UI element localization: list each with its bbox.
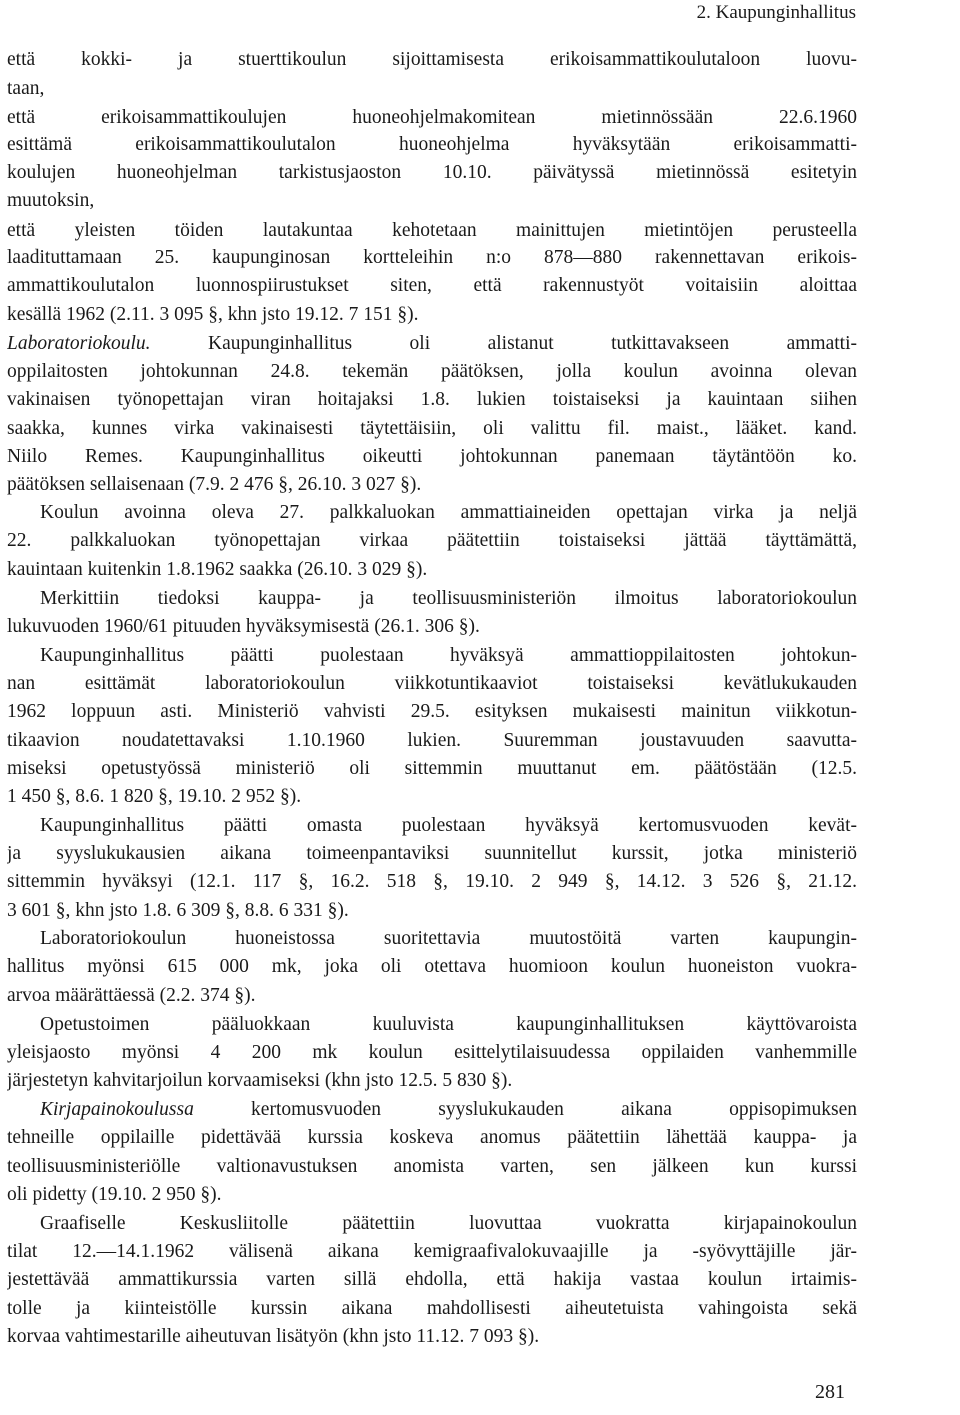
line-text: kesällä 1962 (2.11. 3 095 §, khn jsto 19.12. 7 151 §).	[7, 304, 419, 325]
text-line	[7, 1323, 857, 1351]
line-text: että yleisten töiden lautakuntaa kehotetaan mainittujen mietintöjen perusteella	[7, 220, 857, 241]
line-text: oppilaitosten johtokunnan 24.8. tekemän päätöksen, jolla koulun avoinna olevan	[7, 361, 857, 382]
text-line	[7, 1238, 857, 1266]
text-line	[7, 527, 857, 555]
text-line	[7, 415, 857, 443]
line-text: tolle ja kiinteistölle kurssin aikana mahdollisesti aiheutetuista vahingoista sekä	[7, 1298, 857, 1319]
line-text: korvaa vahtimestarille aiheutuvan lisätyön (khn jsto 11.12. 7 093 §).	[7, 1326, 540, 1347]
text-line	[7, 840, 857, 868]
text-line	[40, 1096, 857, 1124]
line-text: nan esittämät laboratoriokoulun viikkotuntikaaviot toistaiseksi kevätlukukauden	[7, 673, 857, 694]
text-line	[7, 217, 857, 245]
line-text: ja syyslukukausien aikana toimeenpantaviksi suunnitellut kurssit, jotka ministeriö	[7, 843, 857, 864]
line-text: Koulun avoinna oleva 27. palkkaluokan ammattiaineiden opettajan virka ja neljä	[40, 502, 857, 523]
text-line	[7, 471, 857, 499]
text-line	[7, 1039, 857, 1067]
text-line	[7, 670, 857, 698]
text-line	[7, 75, 857, 103]
line-text: Kaupunginhallitus päätti puolestaan hyväksyä ammattioppilaitosten johtokun-	[40, 645, 857, 666]
text-line	[7, 1067, 857, 1095]
line-text: vakinaisen työnopettajan viran hoitajaksi 1.8. lukien toistaiseksi ja kauintaan siihen	[7, 389, 857, 410]
line-text: Niilo Remes. Kaupunginhallitus oikeutti johtokunnan panemaan täytäntöön ko.	[7, 446, 857, 467]
text-line	[7, 301, 857, 329]
text-line	[7, 272, 857, 300]
text-line	[40, 925, 857, 953]
page-number: 281	[815, 1381, 845, 1403]
text-line	[7, 159, 857, 187]
line-text: tilat 12.—14.1.1962 välisenä aikana kemigraafivalokuvaajille ja -syövyttäjille jär-	[7, 1241, 857, 1262]
text-line	[40, 812, 857, 840]
line-text: 22. palkkaluokan työnopettajan virkaa päätettiin toistaiseksi jättää täyttämättä,	[7, 530, 857, 551]
text-line	[7, 1181, 857, 1209]
line-text: lukuvuoden 1960/61 pituuden hyväksymisestä (26.1. 306 §).	[7, 616, 480, 637]
line-text: tehneille oppilaille pidettävää kurssia koskeva anomus päätettiin lähettää kauppa- ja	[7, 1127, 857, 1148]
line-text: päätöksen sellaisenaan (7.9. 2 476 §, 26.10. 3 027 §).	[7, 474, 422, 495]
line-text: 1962 loppuun asti. Ministeriö vahvisti 29.5. esityksen mukaisesti mainitun viikkotun-	[7, 701, 857, 722]
text-line	[7, 783, 857, 811]
line-text: Merkittiin tiedoksi kauppa- ja teollisuusministeriön ilmoitus laboratoriokoulun	[40, 588, 857, 609]
line-text: että kokki- ja stuerttikoulun sijoittamisesta erikoisammattikoulutaloon luovu-	[7, 49, 857, 70]
text-line	[7, 1266, 857, 1294]
line-text: että erikoisammattikoulujen huoneohjelmakomitean mietinnössään 22.6.1960	[7, 107, 857, 128]
text-line	[7, 868, 857, 896]
line-text: Laboratoriokoulun huoneistossa suoritettavia muutostöitä varten kaupungin-	[40, 928, 857, 949]
text-line	[7, 1153, 857, 1181]
line-text: järjestetyn kahvitarjoilun korvaamiseksi (khn jsto 12.5. 5 830 §).	[7, 1070, 513, 1091]
text-line	[7, 330, 857, 358]
line-text: koulujen huoneohjelman tarkistusjaoston 10.10. päivätyssä mietinnössä esitetyin	[7, 162, 857, 183]
running-header: 2. Kaupunginhallitus	[696, 2, 856, 23]
line-text: muutoksin,	[7, 190, 95, 211]
line-text: 1 450 §, 8.6. 1 820 §, 19.10. 2 952 §).	[7, 786, 302, 807]
line-text: ammattikoulutalon luonnospiirustukset siten, että rakennustyöt voitaisiin aloittaa	[7, 275, 857, 296]
text-line	[7, 1124, 857, 1152]
text-line	[7, 897, 857, 925]
line-text: Kaupunginhallitus päätti omasta puolestaan hyväksyä kertomusvuoden kevät-	[40, 815, 857, 836]
text-line	[40, 585, 857, 613]
line-text: teollisuusministeriölle valtionavustuksen anomista varten, sen jälkeen kun kurssi	[7, 1156, 857, 1177]
line-text: arvoa määrättäessä (2.2. 374 §).	[7, 985, 256, 1006]
line-text: yleisjaosto myönsi 4 200 mk koulun esittelytilaisuudessa oppilaiden vanhemmille	[7, 1042, 857, 1063]
text-line	[40, 499, 857, 527]
text-line	[7, 386, 857, 414]
text-line	[7, 727, 857, 755]
text-line	[7, 187, 857, 215]
text-line	[7, 755, 857, 783]
text-line	[7, 358, 857, 386]
line-text: kertomusvuoden syyslukukauden aikana oppisopimuksen	[193, 1099, 857, 1120]
line-text: hallitus myönsi 615 000 mk, joka oli otettava huomioon koulun huoneiston vuokra-	[7, 956, 857, 977]
line-text: Kaupunginhallitus oli alistanut tutkittavakseen ammatti-	[150, 333, 857, 354]
line-text: taan,	[7, 78, 45, 99]
text-line	[40, 1210, 857, 1238]
text-line	[7, 104, 857, 132]
text-line	[7, 698, 857, 726]
text-line	[7, 982, 857, 1010]
text-line	[7, 1295, 857, 1323]
text-line	[40, 642, 857, 670]
text-line	[40, 1011, 857, 1039]
line-text: laadituttamaan 25. kaupunginosan kortteleihin n:o 878—880 rakennettavan erikois-	[7, 247, 857, 268]
text-line	[7, 244, 857, 272]
text-line	[7, 556, 857, 584]
section-heading: Kirjapainokoulussa	[40, 1099, 194, 1120]
text-line	[7, 131, 857, 159]
line-text: jestettävää ammattikurssia varten sillä ehdolla, että hakija vastaa koulun irtaimis-	[7, 1269, 857, 1290]
text-line	[7, 443, 857, 471]
line-text: sittemmin hyväksyi (12.1. 117 §, 16.2. 518 §, 19.10. 2 949 §, 14.12. 3 526 §, 21.12.	[7, 871, 857, 892]
line-text: 3 601 §, khn jsto 1.8. 6 309 §, 8.8. 6 331 §).	[7, 900, 349, 921]
line-text: saakka, kunnes virka vakinaisesti täytettäisiin, oli valittu fil. maist., lääket. kand.	[7, 418, 857, 439]
text-line	[7, 613, 857, 641]
line-text: Graafiselle Keskusliitolle päätettiin luovuttaa vuokratta kirjapainokoulun	[40, 1213, 857, 1234]
line-text: esittämä erikoisammattikoulutalon huoneohjelma hyväksytään erikoisammatti-	[7, 134, 857, 155]
line-text: kauintaan kuitenkin 1.8.1962 saakka (26.10. 3 029 §).	[7, 559, 428, 580]
text-line	[7, 46, 857, 74]
text-line	[7, 953, 857, 981]
section-heading: Laboratoriokoulu.	[7, 333, 151, 354]
line-text: miseksi opetustyössä ministeriö oli sittemmin muuttanut em. päätöstään (12.5.	[7, 758, 857, 779]
line-text: oli pidetty (19.10. 2 950 §).	[7, 1184, 222, 1205]
line-text: Opetustoimen pääluokkaan kuuluvista kaupunginhallituksen käyttövaroista	[40, 1014, 857, 1035]
line-text: tikaavion noudatettavaksi 1.10.1960 lukien. Suuremman joustavuuden saavutta-	[7, 730, 857, 751]
